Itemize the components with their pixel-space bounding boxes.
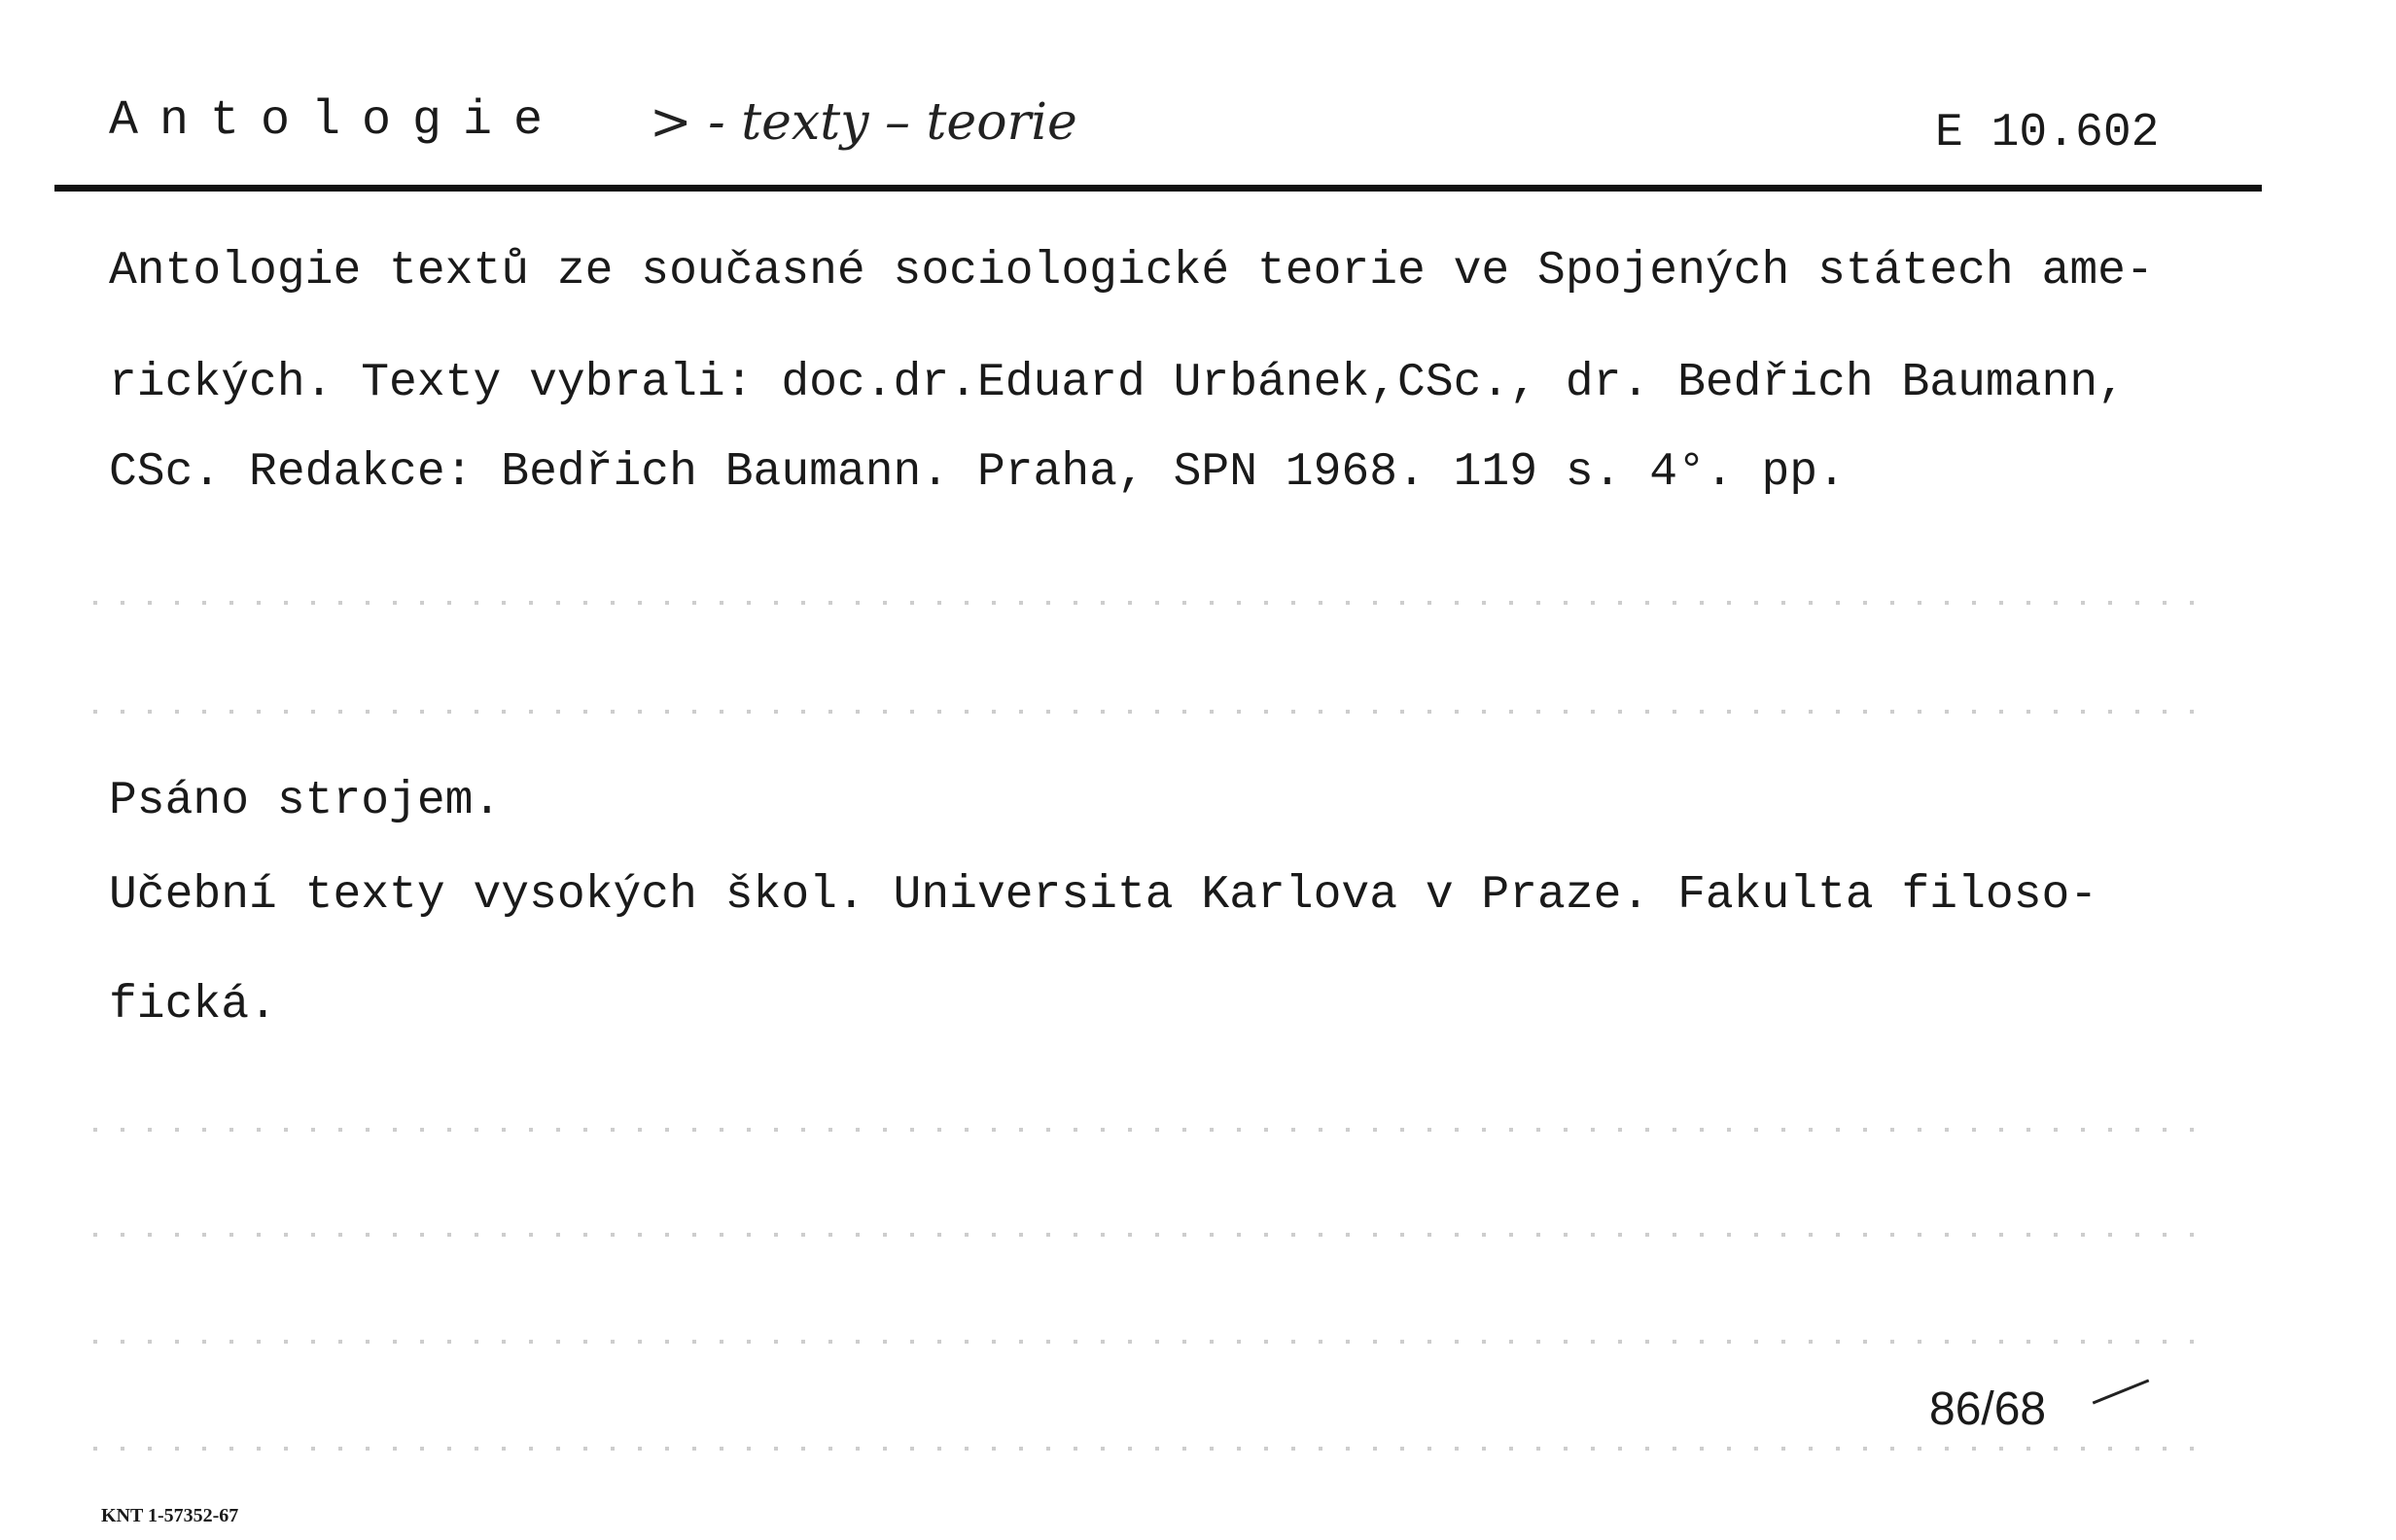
note-line-2: Učební texty vysokých škol. Universita Karlova v Praze. Fakulta filoso- <box>109 869 2098 922</box>
description-line-3: CSc. Redakce: Bedřich Baumann. Praha, SPN 1968. 119 s. 4°. pp. <box>109 446 1846 499</box>
ruled-line <box>93 1128 2213 1132</box>
ruled-line <box>93 710 2213 714</box>
pen-stroke <box>2093 1379 2150 1404</box>
call-number: 86/68 <box>1929 1383 2047 1435</box>
note-line-3: fická. <box>109 979 277 1032</box>
ruled-line <box>93 1233 2213 1237</box>
description-line-2: rických. Texty vybrali: doc.dr.Eduard Urbánek,CSc., dr. Bedřich Baumann, <box>109 357 2126 409</box>
handwritten-subject-annotation: > - texty – teorie <box>650 93 1077 152</box>
heading-rule <box>54 185 2262 192</box>
description-line-1: Antologie textů ze současné sociologické teorie ve Spojených státech ame- <box>109 245 2154 298</box>
footer-print-code: KNT 1-57352-67 <box>101 1505 239 1526</box>
ruled-line <box>93 1447 2213 1451</box>
ruled-line <box>93 601 2213 605</box>
note-line-1: Psáno strojem. <box>109 775 502 827</box>
card-heading: Antologie <box>109 93 565 149</box>
ruled-line <box>93 1340 2213 1344</box>
shelfmark: E 10.602 <box>1935 107 2160 159</box>
